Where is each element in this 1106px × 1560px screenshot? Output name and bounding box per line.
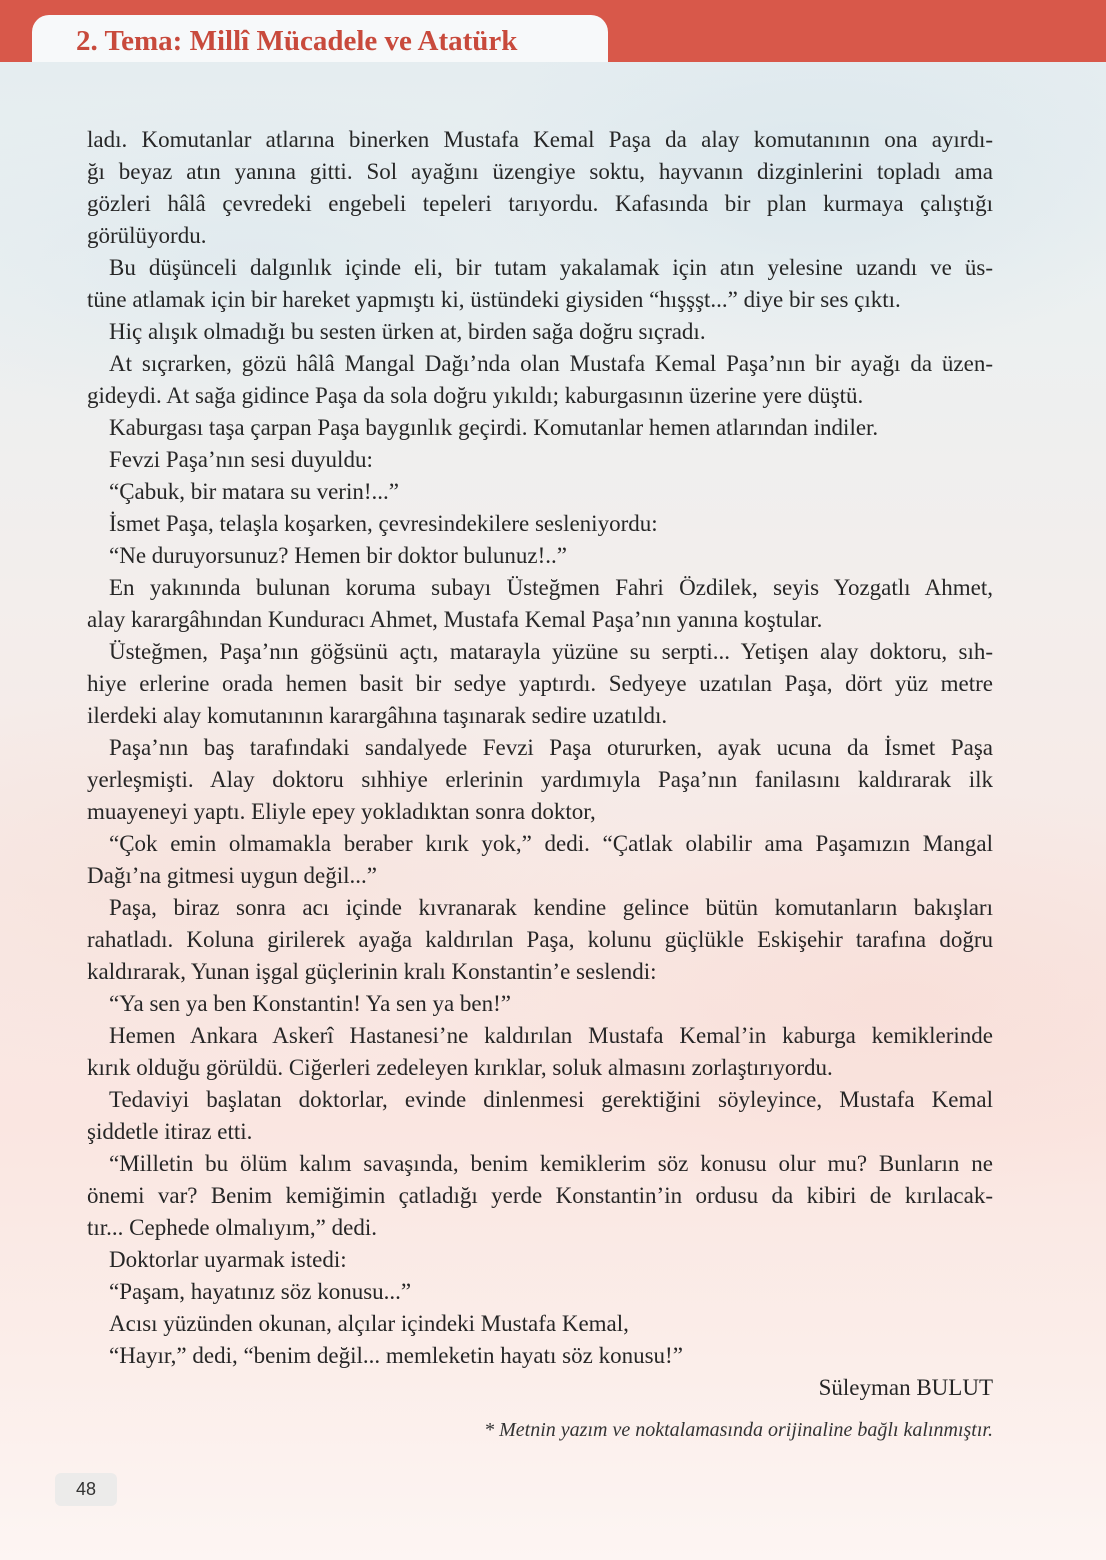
text-line: “Çabuk, bir matara su verin!...” xyxy=(109,479,399,504)
paragraph xyxy=(87,124,993,252)
paragraph xyxy=(87,1276,993,1308)
page-number: 48 xyxy=(55,1473,117,1506)
text-line: rahatladı. Koluna girilerek ayağa kaldırılan Paşa, kolunu güçlükle Eskişehir tarafına doğru xyxy=(87,927,993,952)
text-line: Paşa, biraz sonra acı içinde kıvranarak kendine gelince bütün komutanların bakışları xyxy=(109,895,993,920)
text-line: kaldırarak, Yunan işgal güçlerinin kralı Konstantin’e seslendi: xyxy=(87,959,657,984)
text-line: Tedaviyi başlatan doktorlar, evinde dinlenmesi gerektiğini söyleyince, Mustafa Kemal xyxy=(109,1087,993,1112)
text-line: “Çok emin olmamakla beraber kırık yok,” dedi. “Çatlak olabilir ama Paşamızın Mangal xyxy=(109,831,993,856)
text-line: gözleri hâlâ çevredeki engebeli tepeleri tarıyordu. Kafasında bir plan kurmaya çalıştığı xyxy=(87,191,993,216)
paragraph xyxy=(87,572,993,636)
text-line: “Hayır,” dedi, “benim değil... memleketin hayatı söz konusu!” xyxy=(109,1343,683,1368)
paragraph xyxy=(87,412,993,444)
text-line: Paşa’nın baş tarafındaki sandalyede Fevzi Paşa otururken, ayak ucuna da İsmet Paşa xyxy=(109,735,993,760)
paragraph xyxy=(87,316,993,348)
text-line: Dağı’na gitmesi uygun değil...” xyxy=(87,863,377,888)
paragraph xyxy=(87,1084,993,1148)
story-text xyxy=(87,124,993,1372)
paragraph xyxy=(87,636,993,732)
text-line: önemi var? Benim kemiğimin çatladığı yerde Konstantin’in ordusu da kibiri de kırılacak- xyxy=(87,1183,993,1208)
paragraph xyxy=(87,988,993,1020)
text-line: alay karargâhından Kunduracı Ahmet, Mustafa Kemal Paşa’nın yanına koştular. xyxy=(87,607,823,632)
text-line: Acısı yüzünden okunan, alçılar içindeki Mustafa Kemal, xyxy=(109,1311,629,1336)
paragraph xyxy=(87,444,993,476)
author-name: Süleyman BULUT xyxy=(818,1375,993,1400)
text-line: gideydi. At sağa gidince Paşa da sola doğru yıkıldı; kaburgasının üzerine yere düştü. xyxy=(87,383,864,408)
text-line: “Milletin bu ölüm kalım savaşında, benim kemiklerim söz konusu olur mu? Bunların ne xyxy=(109,1151,993,1176)
text-line: görülüyordu. xyxy=(87,223,207,248)
text-line: Kaburgası taşa çarpan Paşa baygınlık geçirdi. Komutanlar hemen atlarından indiler. xyxy=(109,415,879,440)
text-line: Fevzi Paşa’nın sesi duyuldu: xyxy=(109,447,373,472)
paragraph xyxy=(87,348,993,412)
text-line: Hiç alışık olmadığı bu sesten ürken at, birden sağa doğru sıçradı. xyxy=(109,319,706,344)
text-line: At sıçrarken, gözü hâlâ Mangal Dağı’nda olan Mustafa Kemal Paşa’nın bir ayağı da üzen- xyxy=(109,351,993,376)
text-line: yerleşmişti. Alay doktoru sıhhiye erlerinin yardımıyla Paşa’nın fanilasını kaldırarak ilk xyxy=(87,767,993,792)
text-line: hiye erlerine orada hemen basit bir sedye yaptırdı. Sedyeye uzatılan Paşa, dört yüz metre xyxy=(87,671,993,696)
paragraph xyxy=(87,508,993,540)
footnote: * Metnin yazım ve noktalamasında orijinaline bağlı kalınmıştır. xyxy=(484,1419,993,1441)
text-line: Hemen Ankara Askerî Hastanesi’ne kaldırılan Mustafa Kemal’in kaburga kemiklerinde xyxy=(109,1023,993,1048)
text-line: ğı beyaz atın yanına gitti. Sol ayağını üzengiye soktu, hayvanın dizginlerini topladı ama xyxy=(87,159,993,184)
text-line: İsmet Paşa, telaşla koşarken, çevresindekilere sesleniyordu: xyxy=(109,511,658,536)
chapter-title: 2. Tema: Millî Mücadele ve Atatürk xyxy=(76,25,518,57)
text-line: Üsteğmen, Paşa’nın göğsünü açtı, matarayla yüzüne su serpti... Yetişen alay doktoru, sıh- xyxy=(109,639,993,664)
chapter-tab xyxy=(32,15,608,62)
paragraph xyxy=(87,732,993,828)
paragraph xyxy=(87,1308,993,1340)
paragraph xyxy=(87,892,993,988)
paragraph xyxy=(87,1148,993,1244)
text-line: Doktorlar uyarmak istedi: xyxy=(109,1247,347,1272)
text-line: “Ne duruyorsunuz? Hemen bir doktor bulunuz!..” xyxy=(109,543,567,568)
text-line: “Paşam, hayatınız söz konusu...” xyxy=(109,1279,412,1304)
text-line: tüne atlamak için bir hareket yapmıştı ki, üstündeki giysiden “hışşşt...” diye bir ses çıktı. xyxy=(87,287,901,312)
text-line: Bu düşünceli dalgınlık içinde eli, bir tutam yakalamak için atın yelesine uzandı ve üs- xyxy=(109,255,993,280)
paragraph xyxy=(87,252,993,316)
paragraph xyxy=(87,1020,993,1084)
text-line: tır... Cephede olmalıyım,” dedi. xyxy=(87,1215,377,1240)
paragraph xyxy=(87,540,993,572)
paragraph xyxy=(87,1244,993,1276)
paragraph xyxy=(87,828,993,892)
text-line: En yakınında bulunan koruma subayı Üsteğmen Fahri Özdilek, seyis Yozgatlı Ahmet, xyxy=(109,575,993,600)
paragraph xyxy=(87,1340,993,1372)
text-line: ladı. Komutanlar atlarına binerken Mustafa Kemal Paşa da alay komutanının ona ayırdı- xyxy=(87,127,993,152)
text-line: muayeneyi yaptı. Eliyle epey yokladıktan sonra doktor, xyxy=(87,799,596,824)
text-line: şiddetle itiraz etti. xyxy=(87,1119,253,1144)
text-line: “Ya sen ya ben Konstantin! Ya sen ya ben!” xyxy=(109,991,512,1016)
text-line: ilerdeki alay komutanının karargâhına taşınarak sedire uzatıldı. xyxy=(87,703,668,728)
text-line: kırık olduğu görüldü. Ciğerleri zedeleyen kırıklar, soluk almasını zorlaştırıyordu. xyxy=(87,1055,833,1080)
paragraph xyxy=(87,476,993,508)
